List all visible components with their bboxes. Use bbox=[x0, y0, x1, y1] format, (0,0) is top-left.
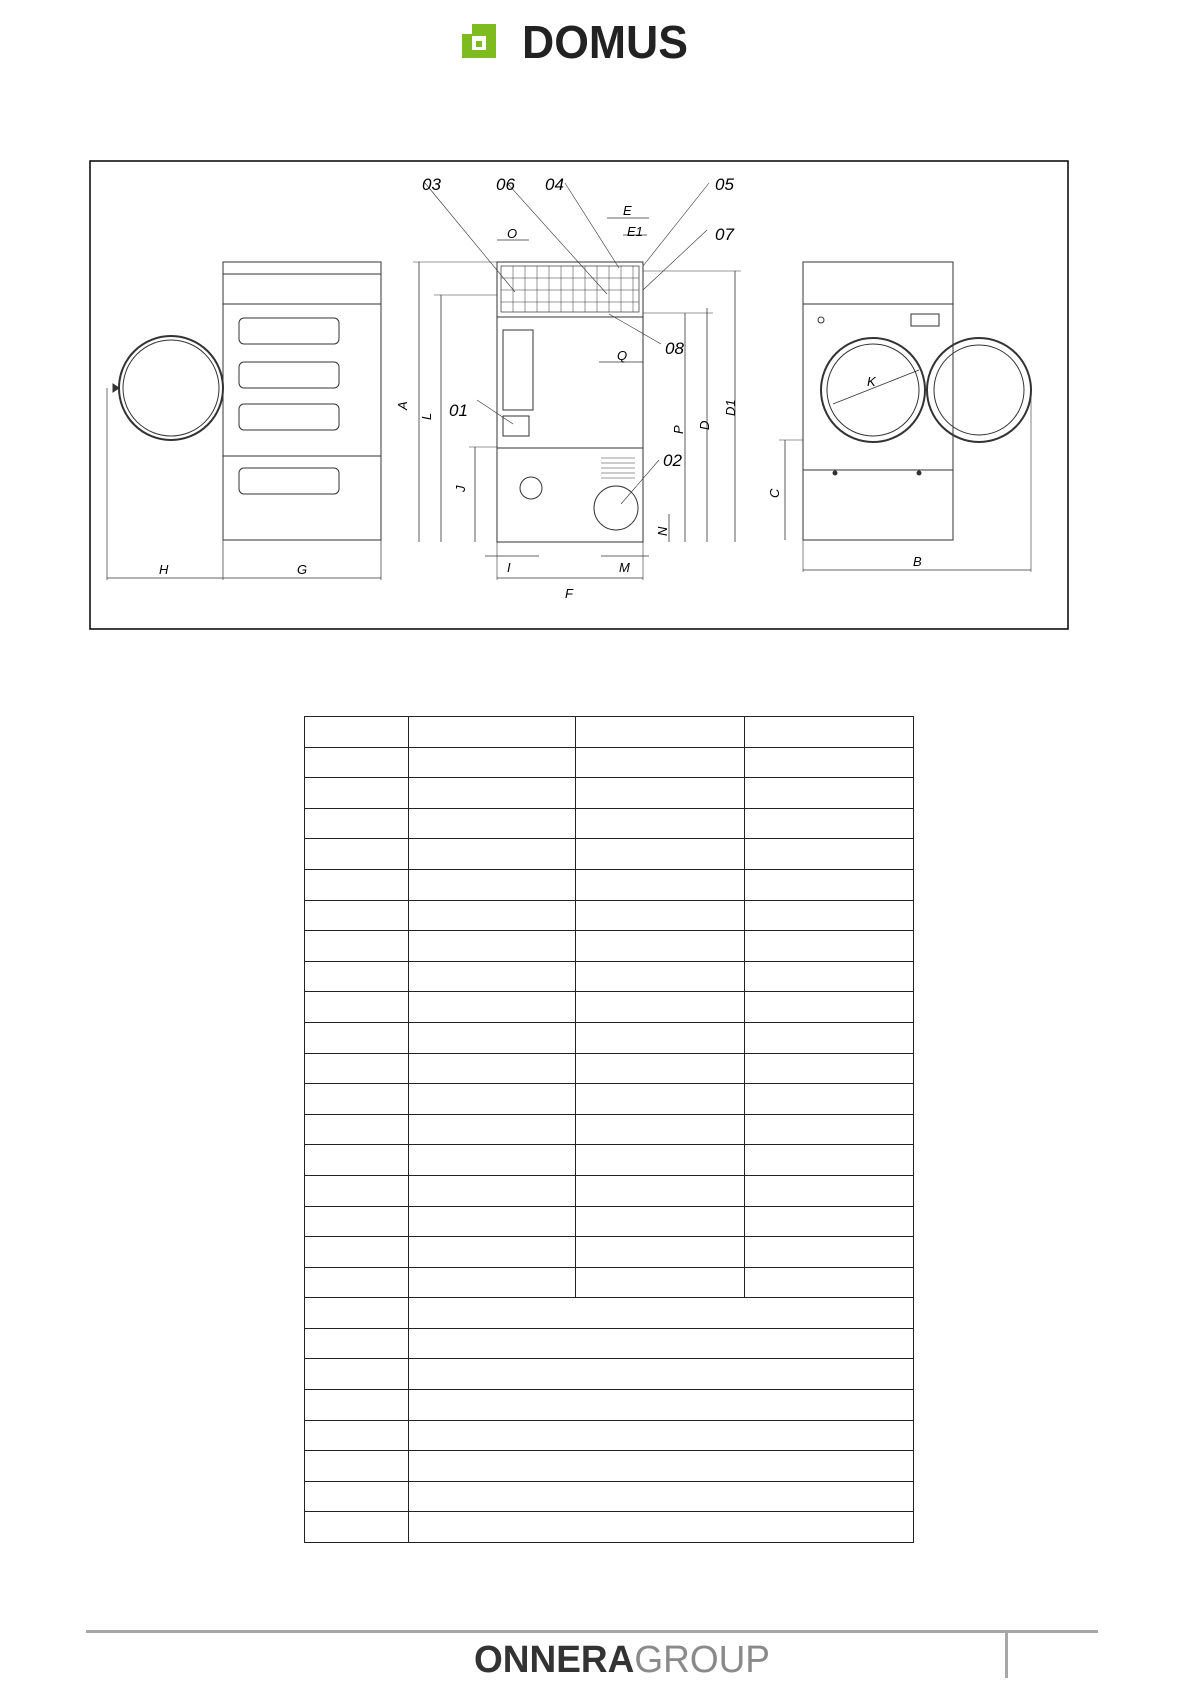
table-row bbox=[305, 1145, 914, 1176]
table-cell bbox=[305, 1390, 409, 1421]
table-cell bbox=[305, 961, 409, 992]
logo-group: GROUP bbox=[634, 1639, 774, 1681]
table-cell bbox=[305, 778, 409, 809]
table-row bbox=[305, 931, 914, 962]
logo-onnera: ONNERA bbox=[474, 1639, 639, 1681]
label-q: Q bbox=[617, 348, 628, 363]
table-cell bbox=[409, 1022, 576, 1053]
table-cell bbox=[745, 1053, 914, 1084]
table-row bbox=[305, 747, 914, 778]
table-row bbox=[305, 1237, 914, 1268]
table-cell bbox=[745, 1145, 914, 1176]
table-cell bbox=[305, 1175, 409, 1206]
table-row bbox=[305, 1084, 914, 1115]
table-cell bbox=[305, 1359, 409, 1390]
table-cell bbox=[409, 1053, 576, 1084]
table-cell bbox=[409, 869, 576, 900]
table-row bbox=[305, 1053, 914, 1084]
table-cell bbox=[576, 747, 745, 778]
table-cell-merged bbox=[409, 1359, 914, 1390]
table-cell bbox=[305, 869, 409, 900]
table-cell bbox=[305, 992, 409, 1023]
table-cell-merged bbox=[409, 1451, 914, 1482]
table-cell bbox=[745, 808, 914, 839]
callout-04: 04 bbox=[545, 175, 564, 194]
label-c: C bbox=[767, 488, 782, 498]
domus-brand-logo bbox=[0, 14, 1192, 64]
table-cell bbox=[305, 931, 409, 962]
svg-text:ONNERAGROUP bbox=[474, 1639, 774, 1681]
table-row bbox=[305, 1175, 914, 1206]
table-cell bbox=[576, 1145, 745, 1176]
table-cell bbox=[305, 1206, 409, 1237]
label-h: H bbox=[159, 562, 169, 577]
table-cell bbox=[745, 1022, 914, 1053]
table-row-merged bbox=[305, 1451, 914, 1482]
table-row bbox=[305, 808, 914, 839]
table-cell bbox=[305, 900, 409, 931]
table-row bbox=[305, 1206, 914, 1237]
table-cell bbox=[305, 1267, 409, 1298]
table-cell bbox=[305, 1328, 409, 1359]
table-cell bbox=[576, 1267, 745, 1298]
table-cell bbox=[745, 1206, 914, 1237]
table-cell bbox=[305, 1512, 409, 1543]
table-cell bbox=[576, 1237, 745, 1268]
table-cell bbox=[576, 808, 745, 839]
label-n: N bbox=[655, 526, 670, 536]
table-cell bbox=[305, 747, 409, 778]
table-cell bbox=[409, 1175, 576, 1206]
table-cell bbox=[745, 1114, 914, 1145]
table-cell bbox=[305, 1237, 409, 1268]
table-cell bbox=[576, 717, 745, 748]
table-cell-merged bbox=[409, 1420, 914, 1451]
table-row bbox=[305, 1022, 914, 1053]
label-b: B bbox=[913, 554, 922, 569]
table-cell bbox=[409, 717, 576, 748]
label-f: F bbox=[565, 586, 573, 601]
callout-01: 01 bbox=[449, 401, 468, 420]
table-row bbox=[305, 869, 914, 900]
table-cell bbox=[576, 869, 745, 900]
label-k: K bbox=[867, 374, 876, 389]
table-cell-merged bbox=[409, 1512, 914, 1543]
table-cell bbox=[745, 747, 914, 778]
table-row-merged bbox=[305, 1328, 914, 1359]
table-cell bbox=[745, 1267, 914, 1298]
dimension-drawing bbox=[89, 160, 1069, 630]
table-row-merged bbox=[305, 1512, 914, 1543]
table-cell bbox=[305, 1420, 409, 1451]
callout-02: 02 bbox=[663, 451, 682, 470]
table-row bbox=[305, 717, 914, 748]
table-cell bbox=[576, 1022, 745, 1053]
table-cell bbox=[305, 1481, 409, 1512]
footer-divider-left bbox=[86, 1630, 1008, 1633]
table-cell-merged bbox=[409, 1328, 914, 1359]
table-cell bbox=[409, 992, 576, 1023]
table-cell-merged bbox=[409, 1298, 914, 1329]
table-cell bbox=[745, 717, 914, 748]
table-row bbox=[305, 778, 914, 809]
table-row-merged bbox=[305, 1420, 914, 1451]
label-p: P bbox=[671, 425, 686, 434]
table-cell bbox=[305, 1114, 409, 1145]
table-cell bbox=[409, 931, 576, 962]
table-cell bbox=[576, 1206, 745, 1237]
table-cell bbox=[409, 1206, 576, 1237]
table-cell bbox=[305, 1451, 409, 1482]
table-row bbox=[305, 961, 914, 992]
table-cell bbox=[305, 1022, 409, 1053]
table-cell bbox=[745, 839, 914, 870]
table-cell bbox=[409, 1237, 576, 1268]
table-cell-merged bbox=[409, 1481, 914, 1512]
callout-03: 03 bbox=[422, 175, 441, 194]
table-cell bbox=[409, 1267, 576, 1298]
table-row-merged bbox=[305, 1481, 914, 1512]
table-row-merged bbox=[305, 1390, 914, 1421]
table-row-merged bbox=[305, 1359, 914, 1390]
table-row bbox=[305, 900, 914, 931]
table-cell bbox=[409, 808, 576, 839]
table-cell bbox=[409, 900, 576, 931]
table-cell bbox=[576, 1175, 745, 1206]
table-cell bbox=[576, 961, 745, 992]
table-cell bbox=[745, 992, 914, 1023]
label-d1: D1 bbox=[723, 399, 738, 416]
table-row bbox=[305, 839, 914, 870]
callout-07: 07 bbox=[715, 225, 734, 244]
table-cell bbox=[305, 1084, 409, 1115]
table-cell bbox=[745, 961, 914, 992]
label-j: J bbox=[453, 485, 468, 492]
table-cell bbox=[305, 1145, 409, 1176]
table-cell bbox=[745, 931, 914, 962]
table-cell bbox=[409, 839, 576, 870]
callout-05: 05 bbox=[715, 175, 734, 194]
table-cell bbox=[745, 1175, 914, 1206]
label-a: A bbox=[395, 401, 410, 410]
dimension-table bbox=[304, 716, 914, 1543]
table-cell bbox=[305, 1298, 409, 1329]
domus-square-logo-icon bbox=[462, 24, 496, 58]
label-i: I bbox=[507, 560, 511, 575]
label-g: G bbox=[297, 562, 308, 577]
table-row bbox=[305, 992, 914, 1023]
table-cell bbox=[745, 778, 914, 809]
table-cell bbox=[576, 931, 745, 962]
footer-divider-right bbox=[1006, 1630, 1098, 1633]
table-cell-merged bbox=[409, 1390, 914, 1421]
table-row bbox=[305, 1267, 914, 1298]
table-cell bbox=[305, 839, 409, 870]
table-cell bbox=[576, 992, 745, 1023]
label-e: E bbox=[623, 203, 632, 218]
table-cell bbox=[409, 778, 576, 809]
table-cell bbox=[576, 1053, 745, 1084]
table-cell bbox=[576, 839, 745, 870]
table-cell bbox=[576, 900, 745, 931]
table-cell bbox=[576, 1114, 745, 1145]
label-l: L bbox=[419, 412, 434, 420]
table-cell bbox=[409, 961, 576, 992]
label-e1: E1 bbox=[627, 224, 643, 239]
table-cell bbox=[305, 808, 409, 839]
table-cell bbox=[745, 1084, 914, 1115]
onnera-group-logo bbox=[0, 1638, 1192, 1682]
table-cell bbox=[305, 717, 409, 748]
table-cell bbox=[745, 869, 914, 900]
table-cell bbox=[745, 900, 914, 931]
table-cell bbox=[305, 1053, 409, 1084]
label-d: D bbox=[697, 420, 712, 430]
table-cell bbox=[409, 1114, 576, 1145]
table-cell bbox=[576, 1084, 745, 1115]
table-cell bbox=[576, 778, 745, 809]
table-cell bbox=[409, 747, 576, 778]
table-cell bbox=[409, 1084, 576, 1115]
callout-08: 08 bbox=[665, 339, 684, 358]
label-o: O bbox=[507, 226, 518, 241]
label-m: M bbox=[619, 560, 630, 575]
table-row-merged bbox=[305, 1298, 914, 1329]
table-row bbox=[305, 1114, 914, 1145]
brand-name: DOMUS bbox=[522, 16, 688, 64]
callout-06: 06 bbox=[496, 175, 515, 194]
table-cell bbox=[409, 1145, 576, 1176]
table-cell bbox=[745, 1237, 914, 1268]
